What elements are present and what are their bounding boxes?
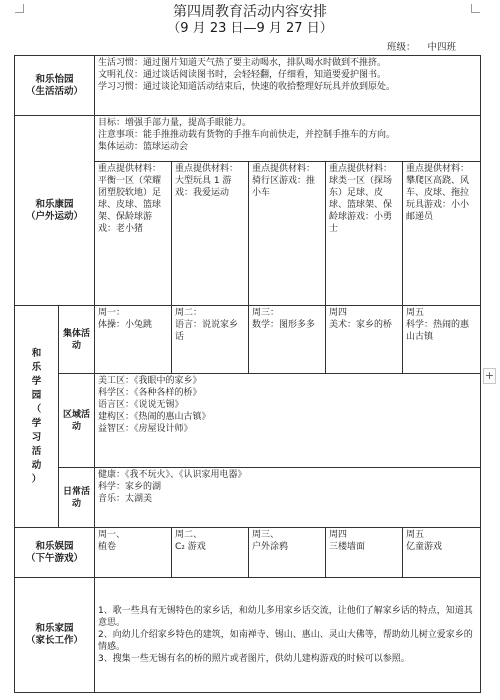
games-day-cell[interactable] [249, 528, 326, 578]
day-content: 科学：热闹的惠山古镇 [406, 320, 470, 342]
outdoor-zone[interactable] [326, 162, 403, 306]
row-learning-area [15, 374, 481, 468]
date-range: （9 月 23 日—9 月 27 日） [167, 21, 333, 36]
outdoor-goal: 注意事项：能手推推动载有货物的手推车向前快走，并控制手推车的方向。 [98, 130, 396, 140]
zone-text: 重点提供材料：攀爬区高跷、风车、皮球、拖拉玩具游戏：小小邮递员 [406, 164, 470, 222]
section-parents-label [15, 578, 95, 693]
section-name: 和乐怡园 [35, 73, 74, 85]
games-day-cell[interactable] [403, 528, 481, 578]
games-day-cell[interactable] [172, 528, 249, 578]
day-content: 体操：小兔跳 [98, 320, 153, 330]
area-line: 建构区：《热闹的惠山古镇》 [98, 412, 211, 422]
outdoor-goal: 目标：增强手部力量，提高手眼能力。 [98, 118, 252, 128]
day-content: 语言：说说家乡话 [175, 320, 239, 342]
vertical-char: 活 [31, 445, 42, 457]
class-info [387, 42, 456, 54]
zone-text: 重点提供材料：球类一区（探场东）足球、皮球、篮球架、保龄球游戏：小勇士 [329, 164, 393, 234]
vertical-char: 学 [31, 375, 42, 387]
daily-activity-label: 日常活动 [59, 468, 95, 528]
section-games-label [15, 528, 95, 578]
outdoor-goals[interactable] [95, 116, 481, 162]
area-line: 语言区：《说说无锡》 [98, 400, 184, 410]
area-activity-label: 区域活动 [59, 374, 95, 468]
area-line: 益智区：《房屋设计师》 [98, 424, 193, 434]
life-line: 生活习惯：通过图片知道天气热了要主动喝水，排队喝水时做到不推挤。 [98, 58, 387, 68]
parent-item: 3、搜集一些无锡有名的桥的照片或者图片，供幼儿建构游戏的时候可以参照。 [98, 654, 410, 664]
day-content: 户外涂鸦 [252, 542, 289, 552]
vertical-char: 园 [31, 389, 42, 401]
section-life-label [15, 56, 95, 116]
outdoor-zone[interactable] [249, 162, 326, 306]
parents-content[interactable] [95, 578, 481, 693]
games-day-cell[interactable] [326, 528, 403, 578]
day-label: 周一： [98, 308, 126, 318]
section-name: 和乐家园 [35, 623, 74, 634]
daily-line: 音乐：太湖美 [98, 494, 153, 504]
area-line: 科学区：《各种各样的桥》 [98, 388, 202, 398]
life-line: 文明礼仪：通过谈话阅读图书时，会轻轻翻，仔细看，知道要爱护图书。 [98, 70, 387, 80]
add-row-icon[interactable]: + [484, 369, 495, 382]
section-learning-label [15, 306, 59, 528]
section-sub: （户外运动） [26, 210, 84, 222]
day-label: 周五 [406, 530, 425, 540]
vertical-char: 乐 [31, 361, 42, 373]
outdoor-zone[interactable] [95, 162, 172, 306]
parent-item: 2、向幼儿介绍家乡特色的建筑，如南禅寺、锡山、惠山、灵山大佛等，帮助幼儿树立爱家乡的情感。 [98, 630, 473, 652]
group-day-cell[interactable] [326, 306, 403, 374]
row-learning-group [15, 306, 481, 374]
group-day-cell[interactable] [172, 306, 249, 374]
day-label: 周一、 [98, 530, 126, 540]
day-label: 周五 [406, 308, 425, 318]
day-content: 植卷 [98, 542, 117, 552]
life-line: 学习习惯：通过谈论知道活动结束后，快速的收拾整理好玩具并放到原处。 [98, 82, 396, 92]
day-label: 周四 [329, 308, 348, 318]
row-life [15, 56, 481, 116]
day-label: 周二： [175, 308, 203, 318]
day-content: 亿童游戏 [406, 542, 443, 552]
row-games [15, 528, 481, 578]
section-sub: （下午游戏） [26, 552, 84, 564]
day-label: 周三： [252, 308, 280, 318]
schedule-table [14, 55, 481, 693]
row-parents [15, 578, 481, 693]
vertical-char: 和 [31, 347, 42, 359]
document-title: 第四周教育活动内容安排 [173, 4, 327, 20]
life-content[interactable] [95, 56, 481, 116]
group-day-cell[interactable] [403, 306, 481, 374]
daily-line: 健康：《我不玩火》、《认识家用电器》 [98, 470, 247, 480]
day-label: 周三、 [252, 530, 280, 540]
section-name: 和乐娱园 [35, 540, 74, 552]
section-sub: （生活活动） [26, 85, 84, 97]
vertical-char: 习 [31, 431, 42, 443]
section-sub: （家长工作） [26, 635, 84, 646]
class-label: 班级： [386, 42, 416, 53]
outdoor-zone[interactable] [172, 162, 249, 306]
vertical-char: 动 [31, 459, 42, 471]
outdoor-zone[interactable] [403, 162, 481, 306]
class-value: 中四班 [427, 42, 456, 53]
vertical-char: ） [31, 473, 42, 485]
vertical-char: 学 [31, 417, 42, 429]
area-line: 美工区：《我眼中的家乡》 [98, 376, 202, 386]
day-label: 周四 [329, 530, 348, 540]
vertical-char: （ [31, 403, 42, 415]
zone-text: 重点提供材料：大型玩具 1 游戏：我爱运动 [175, 164, 239, 198]
section-outdoor-label [15, 116, 95, 306]
group-day-cell[interactable] [95, 306, 172, 374]
group-activity-label: 集体活动 [59, 306, 95, 374]
row-learning-daily [15, 468, 481, 528]
parent-item: 1、歌一些具有无锡特色的家乡话，和幼儿多用家乡话交流，让他们了解家乡话的特点，知道其意思。 [98, 606, 473, 628]
day-content: 三楼墙面 [329, 542, 366, 552]
row-outdoor-goals [15, 116, 481, 162]
day-content: 美术：家乡的桥 [329, 320, 393, 330]
group-day-cell[interactable] [249, 306, 326, 374]
zone-text: 重点提供材料：骑行区游戏：推小车 [252, 164, 316, 198]
day-label: 周二、 [175, 530, 203, 540]
zone-text: 重点提供材料：平衡一区（荣耀团塑胶软地）足球、皮球、篮球架、保龄球游戏：老小猪 [98, 164, 162, 234]
area-activity-content[interactable] [95, 374, 481, 468]
games-day-cell[interactable] [95, 528, 172, 578]
day-content: 数学：图形多多 [252, 320, 316, 330]
day-content: C₂ 游戏 [175, 542, 206, 552]
outdoor-goal: 集体运动：篮球运动会 [98, 142, 189, 152]
section-name: 和乐康园 [35, 198, 74, 210]
daily-line: 科学：家乡的湖 [98, 482, 162, 492]
daily-activity-content[interactable] [95, 468, 481, 528]
